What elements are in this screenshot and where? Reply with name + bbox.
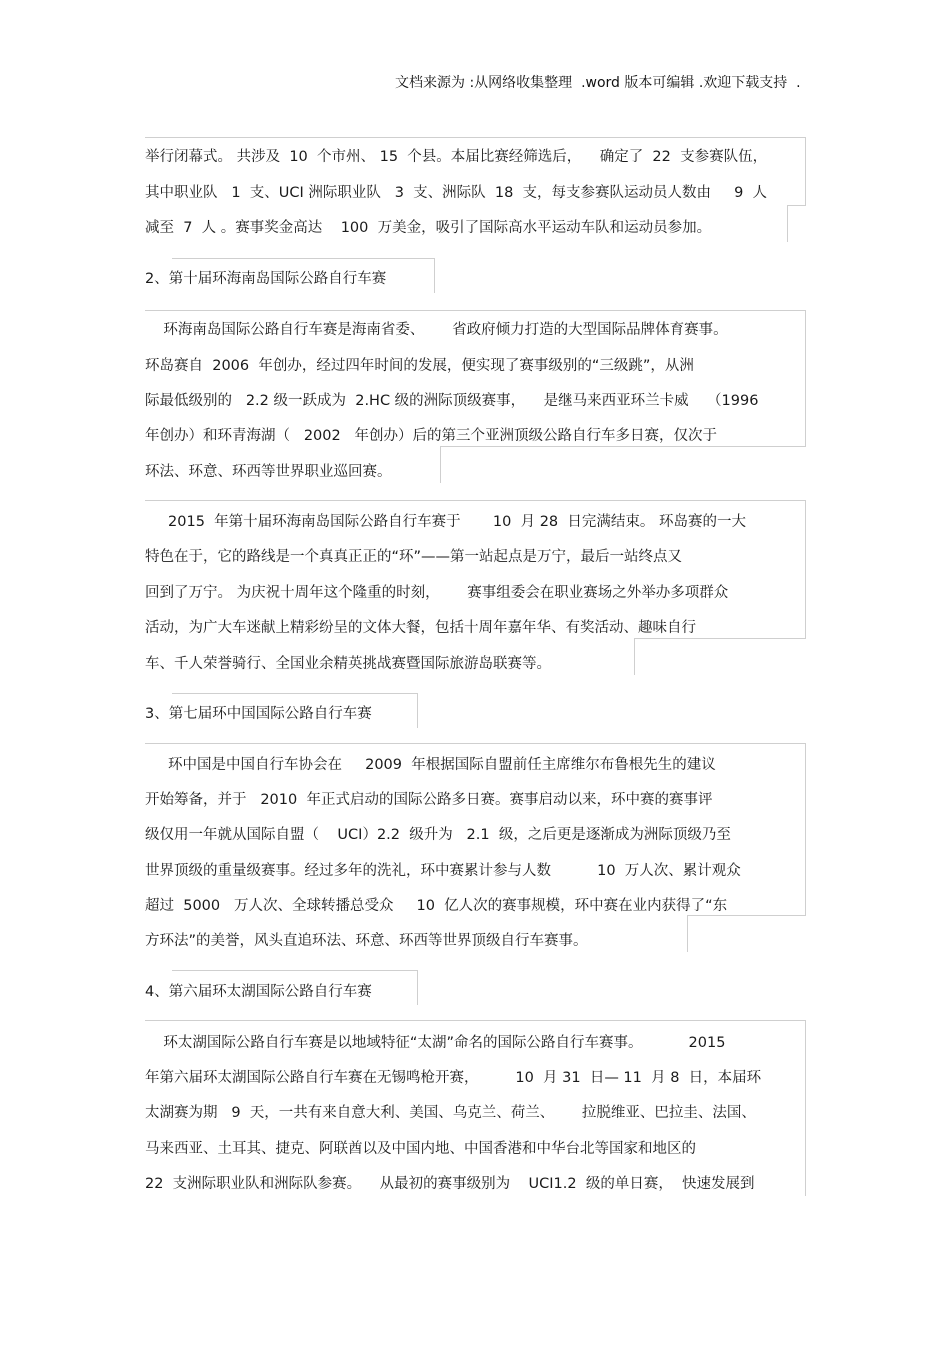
frame-para3-step	[687, 915, 806, 952]
section4-para-line: 22 支洲际职业队和洲际队参赛。 从最初的赛事级别为 UCI1.2 级的单日赛， 快速发展到	[145, 1176, 755, 1192]
section2-para1-line: 年创办）和环青海湖（ 2002 年创办）后的第三个亚洲顶级公路自行车多日赛，仅次于	[145, 428, 718, 444]
section2-para2-line: 特色在于，它的路线是一个真真正正的“环”——第一站起点是万宁，最后一站终点又	[145, 549, 683, 565]
section3-para-line: 世界顶级的重量级赛事。经过多年的洗礼，环中赛累计参与人数 10 万人次、累计观众	[145, 863, 741, 879]
section2-para1-line: 环海南岛国际公路自行车赛是海南省委、 省政府倾力打造的大型国际品牌体育赛事。	[145, 322, 728, 338]
section4-para-line: 马来西亚、土耳其、捷克、阿联酋以及中国内地、中国香港和中华台北等国家和地区的	[145, 1141, 696, 1157]
section2-para1-line: 际最低级别的 2.2 级一跃成为 2.HC 级的洲际顶级赛事， 是继马来西亚环兰卡威 （1996	[145, 393, 759, 409]
section2-para2-line: 2015 年第十届环海南岛国际公路自行车赛于 10 月 28 日完满结束。 环岛赛的一大	[145, 514, 746, 530]
section4-para-line: 太湖赛为期 9 天，一共有来自意大利、美国、乌克兰、荷兰、 拉脱维亚、巴拉圭、法国、	[145, 1105, 756, 1121]
section3-para-line: 环中国是中国自行车协会在 2009 年根据国际自盟前任主席维尔布鲁根先生的建议	[145, 757, 716, 773]
frame-top-block	[145, 137, 805, 138]
frame-top-step	[787, 205, 806, 242]
section3-para-line: 级仅用一年就从国际自盟（ UCI）2.2 级升为 2.1 级，之后更是逐渐成为洲际顶级乃至	[145, 827, 731, 843]
section1-line: 减至 7 人 。赛事奖金高达 100 万美金，吸引了国际高水平运动车队和运动员参加。	[145, 220, 712, 236]
frame-top-right	[805, 137, 806, 205]
frame-para2a-step	[440, 446, 806, 483]
section4-heading: 4、第六届环太湖国际公路自行车赛	[145, 984, 372, 1000]
section2-para1-line: 环岛赛自 2006 年创办，经过四年时间的发展，便实现了赛事级别的“三级跳”，从洲	[145, 358, 694, 374]
section1-line: 举行闭幕式。 共涉及 10 个市州、 15 个县。本届比赛经筛选后， 确定了 22 支参赛队伍，	[145, 149, 768, 165]
frame-para2b-step	[634, 638, 806, 675]
section4-para-line: 年第六届环太湖国际公路自行车赛在无锡鸣枪开赛， 10 月 31 日— 11 月 8 日，本届环	[145, 1070, 762, 1086]
section3-para-line: 方环法”的美誉，风头直追环法、环意、环西等世界顶级自行车赛事。	[145, 933, 588, 949]
section3-para-line: 开始筹备，并于 2010 年正式启动的国际公路多日赛。赛事启动以来，环中赛的赛事评	[145, 792, 713, 808]
section1-line: 其中职业队 1 支、UCI 洲际职业队 3 支、洲际队 18 支，每支参赛队运动员人数由 9 人	[145, 185, 768, 201]
section3-para-line: 超过 5000 万人次、全球转播总受众 10 亿人次的赛事规模，环中赛在业内获得了“东	[145, 898, 728, 914]
section2-para2-line: 回到了万宁。 为庆祝十周年这个隆重的时刻， 赛事组委会在职业赛场之外举办多项群众	[145, 585, 729, 601]
section2-para2-line: 活动，为广大车迷献上精彩纷呈的文体大餐，包括十周年嘉年华、有奖活动、趣味自行	[145, 620, 696, 636]
page-header: 文档来源为 :从网络收集整理 .word 版本可编辑 .欢迎下载支持 .	[395, 75, 801, 91]
section4-para-line: 环太湖国际公路自行车赛是以地域特征“太湖”命名的国际公路自行车赛事。 2015	[145, 1035, 726, 1051]
section3-heading: 3、第七届环中国国际公路自行车赛	[145, 706, 372, 722]
section2-para2-line: 车、千人荣誉骑行、全国业余精英挑战赛暨国际旅游岛联赛等。	[145, 656, 551, 672]
section2-heading: 2、第十届环海南岛国际公路自行车赛	[145, 271, 387, 287]
section2-para1-line: 环法、环意、环西等世界职业巡回赛。	[145, 464, 392, 480]
